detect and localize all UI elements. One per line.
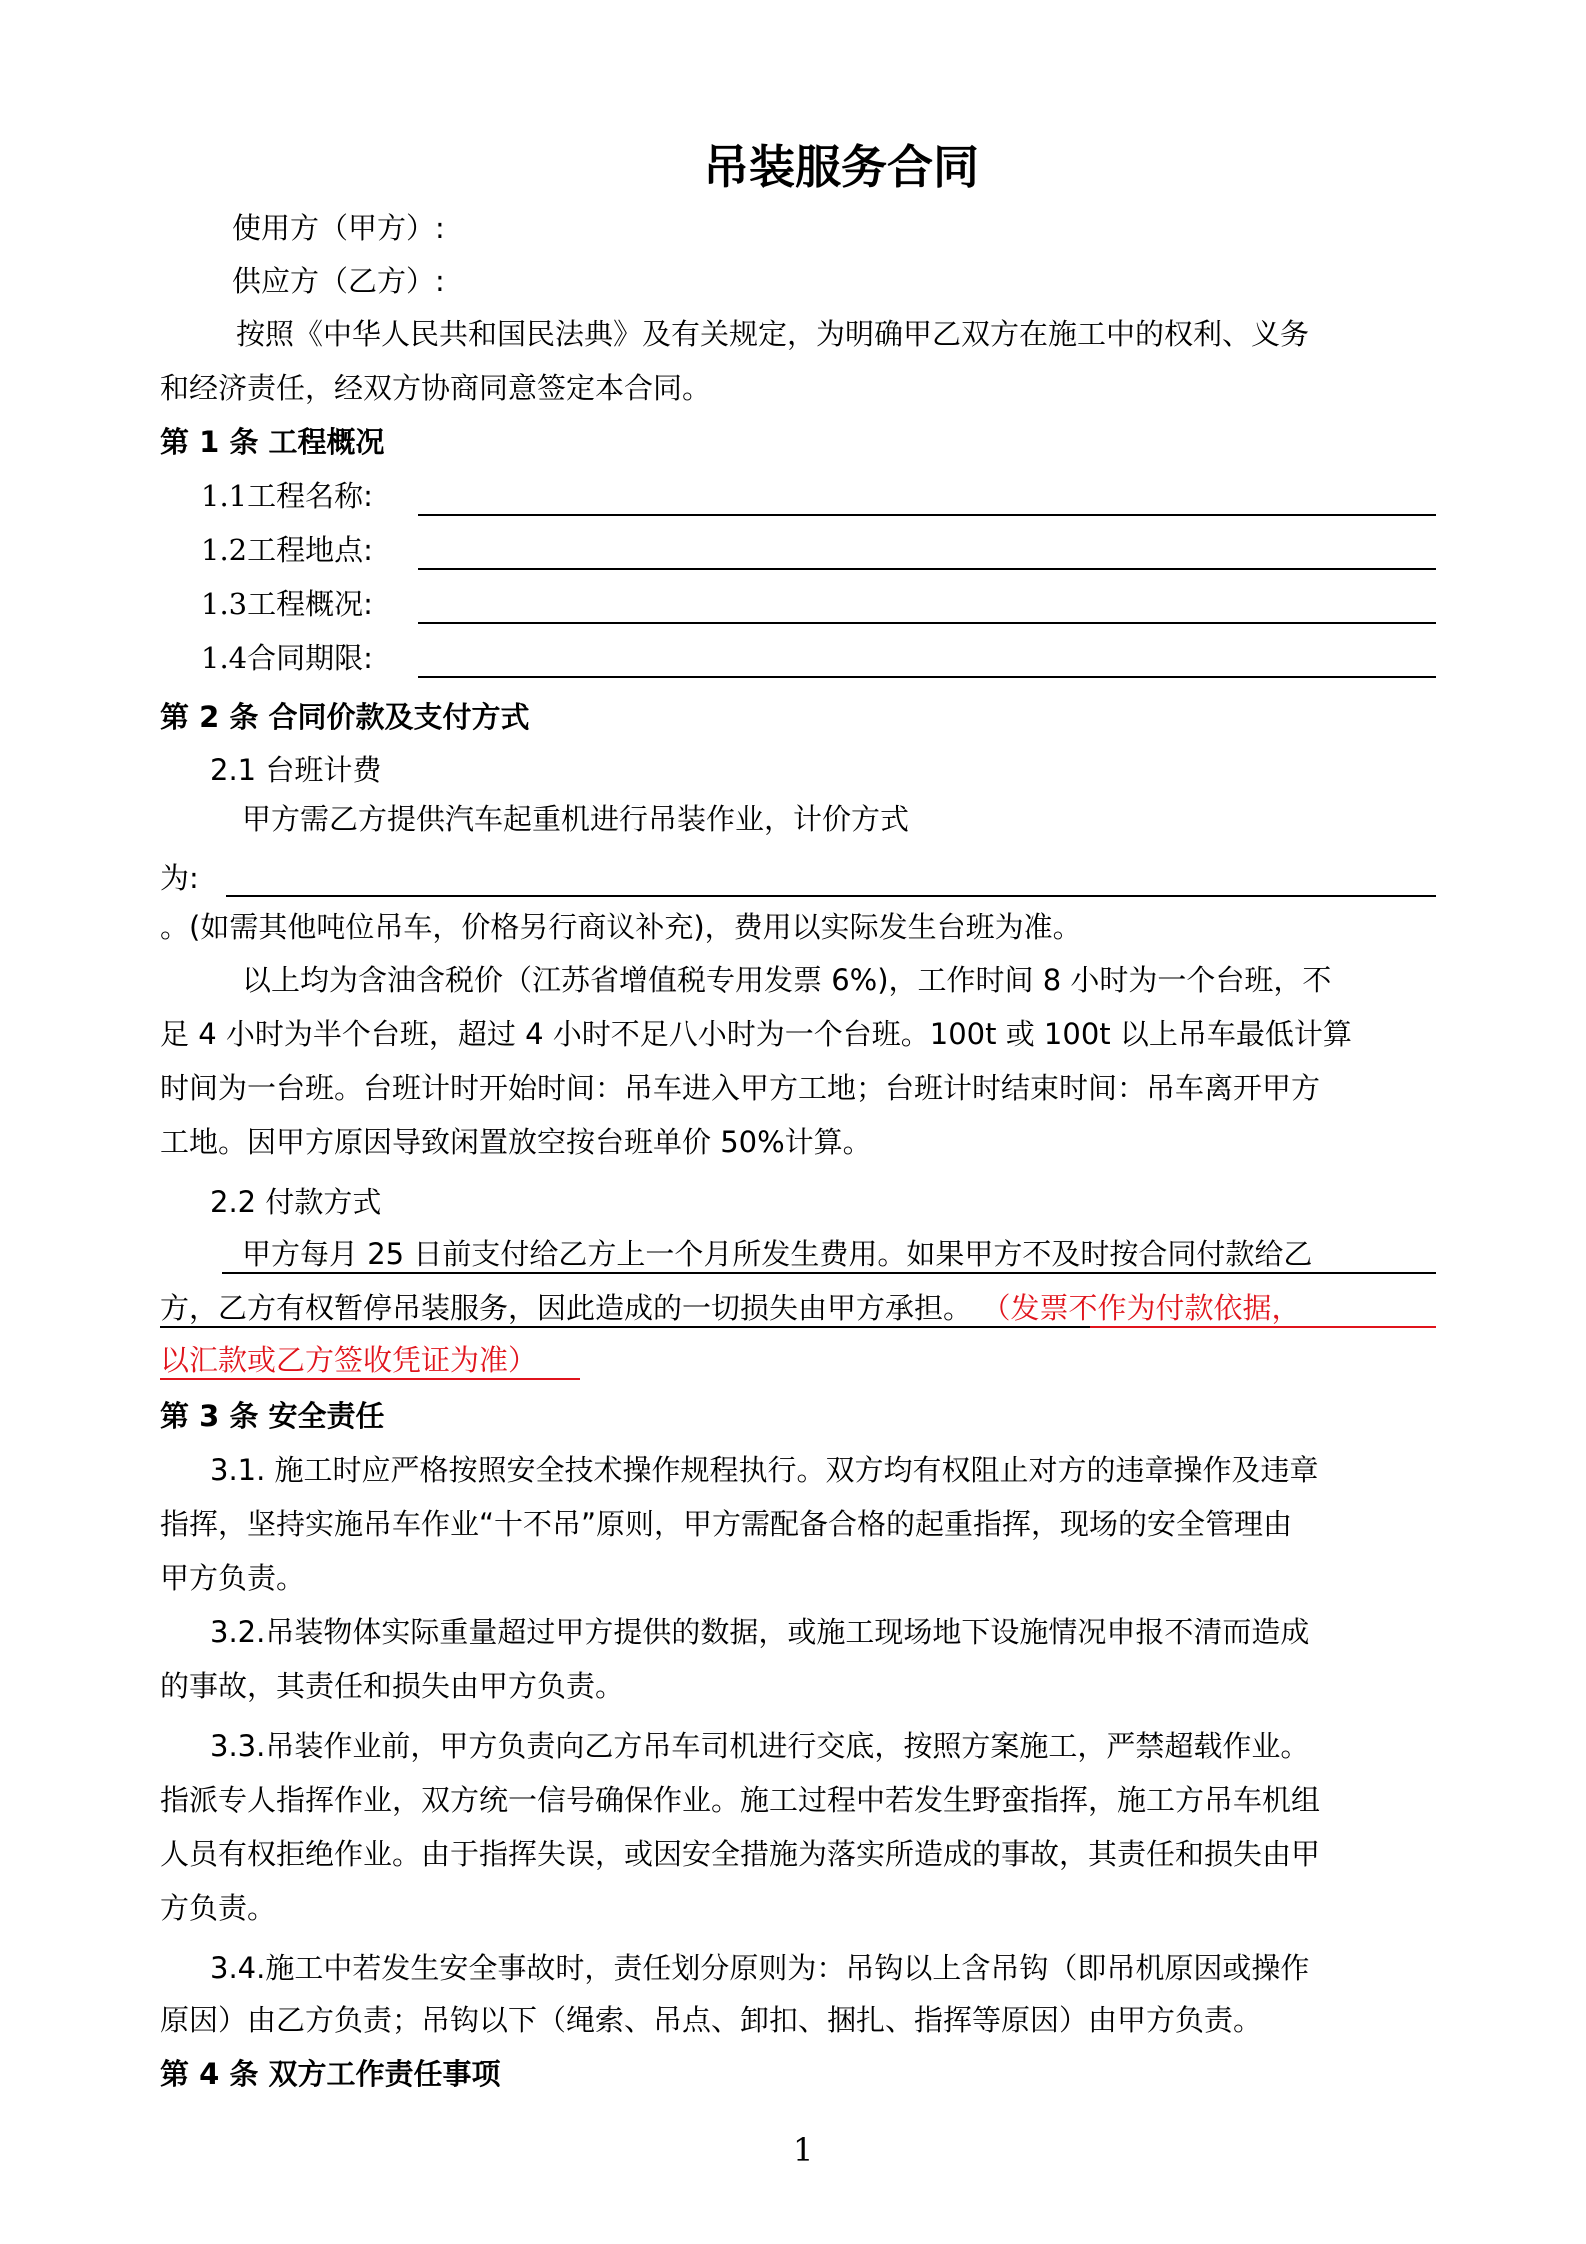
safety-clause-line: 甲方负责。 — [160, 1561, 306, 1595]
payment-underline — [160, 1326, 1090, 1328]
safety-clause-line: 3.4.施工中若发生安全事故时，责任划分原则为：吊钩以上含吊钩（即吊机原因或操作 — [210, 1951, 1310, 1985]
clause-text: 3.1. 施工时应严格按照安全技术操作规程执行。双方均有权阻止对方的违章操作及违章 — [210, 1453, 1319, 1487]
pricing-paragraph-line: 足 4 小时为半个台班，超过 4 小时不足八小时为一个台班。100t 或 100t 以上吊车最低计算 — [160, 1017, 1352, 1051]
fill-line-contract-term — [418, 676, 1436, 678]
section-2-1-line: 甲方需乙方提供汽车起重机进行吊装作业，计价方式 — [242, 802, 910, 836]
safety-clause-line: 3.3.吊装作业前，甲方负责向乙方吊车司机进行交底，按照方案施工，严禁超载作业。 — [210, 1729, 1310, 1763]
safety-clause-line: 指挥，坚持实施吊车作业“十不吊”原则，甲方需配备合格的起重指挥，现场的安全管理由 — [160, 1507, 1293, 1541]
safety-clause-line: 3.2.吊装物体实际重量超过甲方提供的数据，或施工现场地下设施情况申报不清而造成 — [210, 1615, 1310, 1649]
safety-clause-line: 指派专人指挥作业，双方统一信号确保作业。施工过程中若发生野蛮指挥，施工方吊车机组 — [160, 1783, 1321, 1817]
fill-line-project-location — [418, 568, 1436, 570]
payment-line — [160, 1288, 1301, 1328]
pricing-paragraph-line: 以上均为含油含税价（江苏省增值税专用发票 6%)，工作时间 8 小时为一个台班，不 — [242, 963, 1332, 997]
pricing-paragraph-line: 工地。因甲方原因导致闲置放空按台班单价 50%计算。 — [160, 1125, 872, 1159]
section-2-2-title: 2.2 付款方式 — [210, 1185, 382, 1219]
payment-note-underline — [1090, 1326, 1436, 1328]
payment-note-red: （发票不作为付款依据， — [996, 1291, 1301, 1325]
article-3-heading: 第 3 条 安全责任 — [160, 1399, 385, 1433]
item-label: 合同期限: — [247, 641, 373, 675]
page-number: 1 — [793, 2131, 814, 2169]
article-2-heading: 第 2 条 合同价款及支付方式 — [160, 700, 530, 734]
section-2-1-title: 2.1 台班计费 — [210, 753, 382, 787]
doc-title: 吊装服务合同 — [703, 140, 979, 194]
safety-clause-line — [210, 1450, 1319, 1490]
fill-line-pricing — [226, 895, 1436, 897]
item-label: 工程地点: — [247, 533, 373, 567]
intro-line: 按照《中华人民共和国民法典》及有关规定，为明确甲乙双方在施工中的权利、义务 — [236, 317, 1310, 351]
item-number: 1.4 — [201, 641, 248, 675]
payment-note-underline — [160, 1378, 580, 1380]
party-a-line: 使用方（甲方）: — [232, 211, 445, 245]
safety-clause-line: 的事故，其责任和损失由甲方负责。 — [160, 1669, 625, 1703]
item-1-2 — [201, 530, 373, 570]
item-label: 工程概况: — [247, 587, 373, 621]
payment-note-red: 以汇款或乙方签收凭证为准） — [160, 1343, 538, 1377]
item-number: 1.3 — [201, 587, 248, 621]
fill-line-project-name — [418, 514, 1436, 516]
item-number: 1.1 — [201, 479, 248, 513]
safety-clause-line: 方负责。 — [160, 1891, 277, 1925]
payment-line: 甲方每月 25 日前支付给乙方上一个月所发生费用。如果甲方不及时按合同付款给乙 — [242, 1237, 1313, 1271]
safety-clause-line: 人员有权拒绝作业。由于指挥失误，或因安全措施为落实所造成的事故，其责任和损失由甲 — [160, 1837, 1321, 1871]
intro-line: 和经济责任，经双方协商同意签定本合同。 — [160, 371, 712, 405]
article-4-heading: 第 4 条 双方工作责任事项 — [160, 2057, 501, 2091]
item-1-4 — [201, 638, 373, 678]
item-number: 1.2 — [201, 533, 248, 567]
pricing-paragraph-line: 时间为一台班。台班计时开始时间：吊车进入甲方工地；台班计时结束时间：吊车离开甲方 — [160, 1071, 1321, 1105]
article-1-heading: 第 1 条 工程概况 — [160, 425, 385, 459]
payment-underline — [222, 1272, 1436, 1274]
payment-text: 方，乙方有权暂停吊装服务，因此造成的一切损失由甲方承担。 — [160, 1291, 973, 1325]
fill-line-project-overview — [418, 622, 1436, 624]
section-2-1-line: 为: — [160, 861, 199, 895]
item-label: 工程名称: — [247, 479, 373, 513]
party-b-line: 供应方（乙方）: — [232, 264, 445, 298]
item-1-1 — [201, 476, 373, 516]
section-2-1-line: 。(如需其他吨位吊车，价格另行商议补充)，费用以实际发生台班为准。 — [160, 910, 1082, 944]
item-1-3 — [201, 584, 373, 624]
safety-clause-line: 原因）由乙方负责；吊钩以下（绳索、吊点、卸扣、捆扎、指挥等原因）由甲方负责。 — [160, 2003, 1263, 2037]
